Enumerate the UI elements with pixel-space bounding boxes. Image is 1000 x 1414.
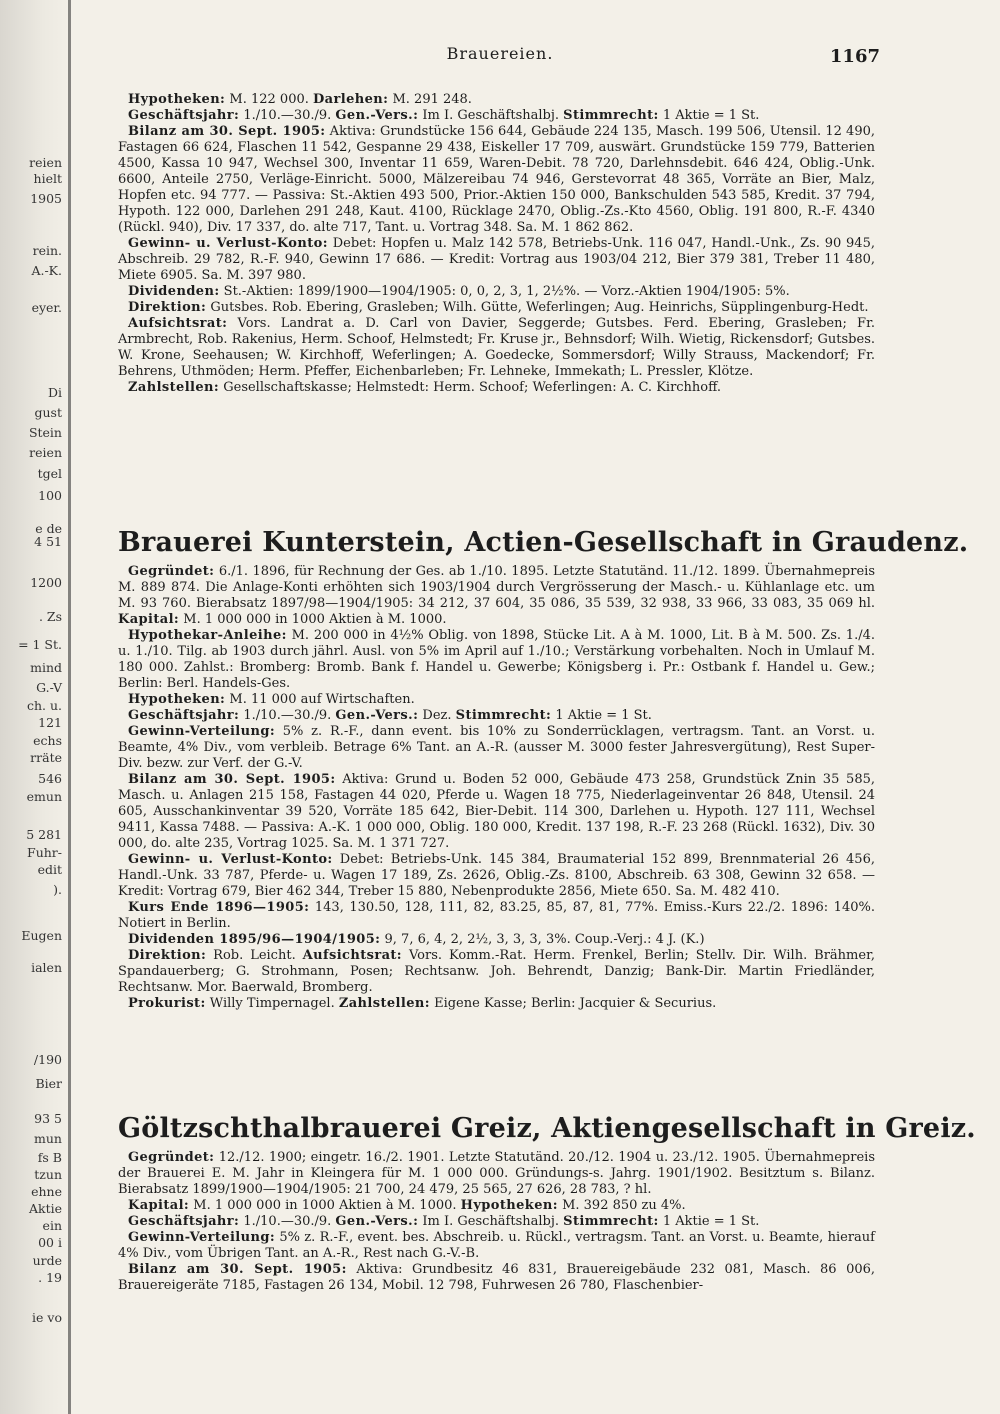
entry-text: 1./10.—30./9. <box>239 1214 336 1229</box>
margin-fragment: 121 <box>38 715 62 730</box>
margin-fragment: ehne <box>31 1184 62 1199</box>
margin-fragment: Aktie <box>28 1201 62 1216</box>
entry-text: Aktiva: Grund u. Boden 52 000, Gebäude 473 258, Grundstück Znin 35 585, Masch. u. Anlagen 215 158, Fastagen 44 020, Pferde u. Wagen 18 775, Niederlageinventar 26 848, Utensil. 24 605, Ausschankinventar 39 520, Vorräte 185 642, Bier-Debit. 114 300, Darlehen u. Hypoth. 127 111, Wechsel 9411, Kassa 7488. — Passiva: A.-K. 1 000 000, Oblig. 180 000, Kredit. 137 198, R.-F. 23 268 (Rückl. 1632), Div. 30 000, do. alte 235, Vortrag 1025. Sa. M. 1 371 727. <box>118 772 875 851</box>
margin-fragment: echs <box>33 733 62 748</box>
entry-text: Rob. Leicht. <box>206 948 303 963</box>
entry-text: 1 Aktie = 1 St. <box>658 108 760 123</box>
entry-paragraph <box>118 236 875 284</box>
margin-fragment: 4 51 <box>34 534 62 549</box>
entry-label: Hypotheken: <box>128 692 226 707</box>
entry-label: Hypothekar-Anleihe: <box>128 628 287 643</box>
margin-fragment: hielt <box>33 171 62 186</box>
margin-fragment: tzun <box>34 1167 62 1182</box>
margin-fragment: 100 <box>38 488 62 503</box>
margin-fragment: Stein <box>28 425 62 440</box>
entry-label: Stimmrecht: <box>455 708 552 723</box>
margin-fragment: reien <box>29 155 62 170</box>
entry-label: Dividenden: <box>128 284 220 299</box>
entry-label: Gegründet: <box>128 1150 215 1165</box>
entry-label: Stimmrecht: <box>563 108 659 123</box>
entry-paragraph <box>118 708 875 724</box>
margin-fragment: . 19 <box>38 1270 62 1285</box>
entry-text: Im I. Geschäftshalbj. <box>418 108 564 123</box>
entry-paragraph <box>118 724 875 772</box>
entry-label: Kurs Ende 1896—1905: <box>128 900 310 915</box>
entry-text: 6./1. 1896, für Rechnung der Ges. ab 1./10. 1895. Letzte Statutänd. 11./12. 1899. Übernahmepreis M. 889 874. Die Anlage-Konti erhöhten sich 1903/1904 durch Vergrösserung der Masch.- u. Kühlanlage etc. um M. 93 760. Bierabsatz 1897/98—1904/1905: 34 212, 37 604, 35 086, 35 539, 32 938, 33 966, 33 083, 35 069 hl. <box>118 564 875 611</box>
entry-label: Zahlstellen: <box>128 380 220 395</box>
margin-fragment: ch. u. <box>26 698 62 713</box>
entry-label: Direktion: <box>128 300 207 315</box>
entry-text: 12./12. 1900; eingetr. 16./2. 1901. Letzte Statutänd. 20./12. 1904 u. 23./12. 1905. Übernahmepreis der Brauerei E. M. Jahr in Kleingera für M. 1 000 000. Gründungs-s. Jahrg. 1901/1902. Besitztum s. Bilanz. Bierabsatz 1899/1900—1904/1905: 21 700, 24 479, 25 565, 27 626, 28 783, ? hl. <box>118 1150 875 1197</box>
entry-paragraph <box>118 1198 875 1214</box>
section-goeltzschthal <box>118 1150 875 1294</box>
entry-text: M. 1 000 000 in 1000 Aktien à M. 1000. <box>189 1198 461 1213</box>
margin-fragment: tgel <box>37 466 62 481</box>
entry-paragraph <box>118 852 875 900</box>
margin-fragment: rein. <box>32 243 62 258</box>
entry-label: Kapital: <box>128 1198 190 1213</box>
entry-text: Willy Timpernagel. <box>205 996 339 1011</box>
entry-label: Direktion: <box>128 948 207 963</box>
entry-label: Geschäftsjahr: <box>128 1214 240 1229</box>
margin-fragment: Fuhr- <box>27 845 62 860</box>
margin-fragment: ie vo <box>32 1310 62 1325</box>
entry-paragraph <box>118 108 875 124</box>
margin-fragment: ). <box>53 882 62 897</box>
entry-text: Gesellschaftskasse; Helmstedt: Herm. Schoof; Weferlingen: A. C. Kirchhoff. <box>219 380 722 395</box>
entry-text: 1./10.—30./9. <box>239 108 336 123</box>
entry-paragraph <box>118 628 875 692</box>
entry-label: Aufsichtsrat: <box>128 316 228 331</box>
margin-fragment: G.-V <box>36 680 62 695</box>
entry-text: St.-Aktien: 1899/1900—1904/1905: 0, 0, 2, 3, 1, 2½%. — Vorz.-Aktien 1904/1905: 5%. <box>219 284 790 299</box>
entry-text: M. 291 248. <box>388 92 472 107</box>
entry-label: Hypotheken: <box>128 92 226 107</box>
margin-fragment: 00 i <box>38 1235 62 1250</box>
entry-label: Gen.-Vers.: <box>335 1214 419 1229</box>
margin-fragment: Eugen <box>21 928 62 943</box>
margin-fragment: Bier <box>35 1076 62 1091</box>
entry-label: Aufsichtsrat: <box>302 948 403 963</box>
entry-text: Vors. Landrat a. D. Carl von Davier, Seggerde; Gutsbes. Ferd. Ebering, Grasleben; Fr. Armbrecht, Rob. Rakenius, Herm. Schoof, Helmstedt; Fr. Kruse jr., Behnsdorf; Wilh. Wietig, Rickensdorf; Gutsbes. W. Krone, Seehausen; W. Kirchhoff, Weferlingen; A. Goedecke, Sommersdorf; Willy Strauss, Mackendorf; Fr. Behrens, Uthmöden; Herm. Pfeffer, Eichenbarleben; Fr. Lehneke, Immekath; L. Pressler, Klötze. <box>118 316 875 379</box>
margin-fragment: 1905 <box>30 191 62 206</box>
entry-text: Gutsbes. Rob. Ebering, Grasleben; Wilh. Gütte, Weferlingen; Aug. Heinrichs, Süpplingenburg-Hedt. <box>206 300 869 315</box>
margin-fragment: = 1 St. <box>18 637 62 652</box>
entry-paragraph <box>118 1150 875 1198</box>
entry-text: Im I. Geschäftshalbj. <box>418 1214 564 1229</box>
entry-label: Bilanz am 30. Sept. 1905: <box>128 1262 347 1277</box>
entry-label: Kapital: <box>118 612 180 627</box>
entry-text: 1 Aktie = 1 St. <box>658 1214 760 1229</box>
entry-text: 143, 130.50, 128, 111, 82, 83.25, 85, 87, 81, 77%. Emiss.-Kurs 22./2. 1896: 140%. Notiert in Berlin. <box>118 900 875 931</box>
entry-label: Gewinn-Verteilung: <box>128 1230 276 1245</box>
entry-paragraph <box>118 124 875 236</box>
margin-fragment: Di <box>47 385 62 400</box>
entry-paragraph <box>118 932 875 948</box>
entry-paragraph <box>118 564 875 628</box>
entry-label: Gewinn- u. Verlust-Konto: <box>128 236 328 251</box>
entry-text: M. 122 000. <box>225 92 313 107</box>
entry-text: Vors. Komm.-Rat. Herm. Frenkel, Berlin; Stellv. Dir. Wilh. Brähmer, Spandauerberg; G. Strohmann, Posen; Rechtsanw. Joh. Behrendt, Danzig; Bank-Dir. Martin Friedländer, Rechtsanw. Mor. Baerwald, Bromberg. <box>118 948 875 995</box>
entry-paragraph <box>118 316 875 380</box>
entry-text: Debet: Hopfen u. Malz 142 578, Betriebs-Unk. 116 047, Handl.-Unk., Zs. 90 945, Abschreib. 29 782, R.-F. 940, Gewinn 17 686. — Kredit: Vortrag aus 1903/04 212, Bier 379 381, Treber 11 480, Miete 6905. Sa. M. 397 980. <box>118 236 875 283</box>
section-brauerei-continued <box>118 92 875 396</box>
entry-label: Bilanz am 30. Sept. 1905: <box>128 124 326 139</box>
entry-label: Gen.-Vers.: <box>335 108 419 123</box>
margin-fragment: A.-K. <box>31 263 62 278</box>
entry-paragraph <box>118 284 875 300</box>
margin-fragment: rräte <box>30 750 62 765</box>
entry-paragraph <box>118 300 875 316</box>
entry-paragraph <box>118 92 875 108</box>
entry-paragraph <box>118 1214 875 1230</box>
entry-label: Hypotheken: <box>460 1198 558 1213</box>
margin-fragment: 93 5 <box>34 1111 62 1126</box>
section-heading-kunterstein: Brauerei Kunterstein, Actien-Gesellschaft in Graudenz. <box>118 527 969 558</box>
entry-paragraph <box>118 692 875 708</box>
entry-paragraph <box>118 772 875 852</box>
entry-text: 9, 7, 6, 4, 2, 2½, 3, 3, 3, 3%. Coup.-Verj.: 4 J. (K.) <box>380 932 705 947</box>
entry-label: Gen.-Vers.: <box>335 708 419 723</box>
entry-text: 1./10.—30./9. <box>239 708 336 723</box>
section-heading-goeltzschthal: Göltzschthalbrauerei Greiz, Aktiengesellschaft in Greiz. <box>118 1113 976 1144</box>
entry-label: Zahlstellen: <box>338 996 430 1011</box>
margin-fragment: 1200 <box>30 575 62 590</box>
entry-text: M. 200 000 in 4½% Oblig. von 1898, Stücke Lit. A à M. 1000, Lit. B à M. 500. Zs. 1./4. u. 1./10. Tilg. ab 1903 durch jährl. Ausl. von 5% im April auf 1./10.; Verstärkung vorbehalten. Noch in Umlauf M. 180 000. Zahlst.: Bromberg: Bromb. Bank f. Handel u. Gewerbe; Königsberg i. Pr.: Ostbank f. Handel u. Gew.; Berlin: Berl. Handels-Ges. <box>118 628 875 691</box>
entry-text: M. 392 850 zu 4%. <box>557 1198 686 1213</box>
entry-label: Stimmrecht: <box>563 1214 659 1229</box>
entry-paragraph <box>118 1230 875 1262</box>
margin-fragment: reien <box>29 445 62 460</box>
entry-text: 5% z. R.-F., event. bes. Abschreib. u. Rückl., vertragsm. Tant. an Vorst. u. Beamte, hierauf 4% Div., vom Übrigen Tant. an A.-R., Rest nach G.-V.-B. <box>118 1230 875 1261</box>
entry-label: Dividenden 1895/96—1904/1905: <box>128 932 381 947</box>
entry-text: Dez. <box>418 708 456 723</box>
gutter-edge-line <box>68 0 71 1414</box>
entry-paragraph <box>118 948 875 996</box>
margin-fragment: eyer. <box>31 300 62 315</box>
entry-paragraph <box>118 900 875 932</box>
entry-text: M. 11 000 auf Wirtschaften. <box>225 692 415 707</box>
entry-text: Eigene Kasse; Berlin: Jacquier & Securius. <box>429 996 717 1011</box>
margin-fragment: 5 281 <box>26 827 62 842</box>
margin-fragment: fs B <box>37 1150 62 1165</box>
entry-label: Gewinn-Verteilung: <box>128 724 276 739</box>
entry-text: Debet: Betriebs-Unk. 145 384, Braumaterial 152 899, Brennmaterial 26 456, Handl.-Unk. 33 787, Pferde- u. Wagen 17 189, Zs. 2626, Oblig.-Zs. 8100, Abschreib. 63 308, Gewinn 32 658. — Kredit: Vortrag 679, Bier 462 344, Treber 15 880, Nebenprodukte 2856, Miete 650. Sa. M. 482 410. <box>118 852 875 899</box>
margin-fragment: 546 <box>38 771 62 786</box>
entry-text: M. 1 000 000 in 1000 Aktien à M. 1000. <box>179 612 447 627</box>
page-number: 1167 <box>829 46 880 67</box>
margin-fragment: edit <box>37 862 62 877</box>
entry-paragraph <box>118 996 875 1012</box>
margin-fragment: /190 <box>33 1052 62 1067</box>
entry-label: Bilanz am 30. Sept. 1905: <box>128 772 336 787</box>
section-kunterstein <box>118 564 875 1012</box>
entry-text: Aktiva: Grundstücke 156 644, Gebäude 224 135, Masch. 199 506, Utensil. 12 490, Fastagen 66 624, Flaschen 11 542, Gespanne 29 438, Eiskeller 17 709, auswärt. Grundstücke 159 779, Batterien 4500, Kassa 10 947, Wechsel 300, Inventar 11 659, Waren-Debit. 78 720, Darlehnsdebit. 646 424, Oblig.-Unk. 6600, Anteile 2750, Verläge-Einricht. 5000, Mälzereibau 74 946, Gerstevorrat 48 365, Vorräte an Bier, Malz, Hopfen etc. 94 777. — Passiva: St.-Aktien 493 500, Prior.-Aktien 150 000, Bankschulden 543 585, Kredit. 37 794, Hypoth. 122 000, Darlehen 291 248, Kaut. 4100, Rücklage 2470, Oblig.-Zs.-Kto 4560, Oblig. 191 800, R.-F. 4340 (Rückl. 940), Div. 17 337, do. alte 717, Tant. u. Vortrag 348. Sa. M. 1 862 862. <box>118 124 876 235</box>
running-title: Brauereien. <box>446 44 554 63</box>
entry-paragraph <box>118 1262 875 1294</box>
margin-fragment: e de <box>35 521 62 536</box>
entry-label: Gewinn- u. Verlust-Konto: <box>128 852 333 867</box>
margin-fragment: mind <box>30 660 62 675</box>
entry-label: Prokurist: <box>128 996 206 1011</box>
entry-text: 5% z. R.-F., dann event. bis 10% zu Sonderrücklagen, vertragsm. Tant. an Vorst. u. Beamte, 4% Div., vom verbleib. Betrage 6% Tant. an A.-R. (ausser M. 3000 fester Jahresvergütung), Rest Super-Div. bezw. zur Verf. der G.-V. <box>118 724 875 771</box>
margin-fragment: urde <box>32 1253 62 1268</box>
margin-fragment: mun <box>34 1131 62 1146</box>
entry-text: 1 Aktie = 1 St. <box>551 708 652 723</box>
entry-label: Gegründet: <box>128 564 215 579</box>
margin-fragment: emun <box>26 789 62 804</box>
entry-text: Aktiva: Grundbesitz 46 831, Brauereigebäude 232 081, Masch. 86 006, Brauereigeräte 7185, Fastagen 26 134, Mobil. 12 798, Fuhrwesen 26 780, Flaschenbier- <box>118 1262 876 1293</box>
margin-fragment: ein <box>42 1218 62 1233</box>
margin-fragment: . Zs <box>38 609 62 624</box>
entry-paragraph <box>118 380 875 396</box>
margin-fragment: ialen <box>31 960 62 975</box>
entry-label: Geschäftsjahr: <box>128 708 240 723</box>
margin-fragment: gust <box>34 405 62 420</box>
entry-label: Geschäftsjahr: <box>128 108 240 123</box>
entry-label: Darlehen: <box>313 92 389 107</box>
